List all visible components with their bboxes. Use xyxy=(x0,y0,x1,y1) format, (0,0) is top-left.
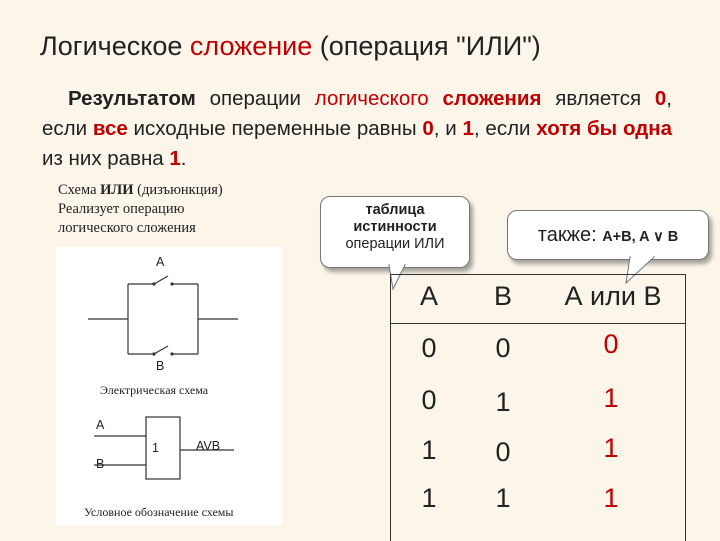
caption-line2: Реализует операцию xyxy=(58,201,185,217)
title-part2: (операция "ИЛИ") xyxy=(312,31,541,61)
table-cell: 1 xyxy=(495,387,511,417)
scheme-caption xyxy=(58,181,288,238)
gate-input-a-label: A xyxy=(96,418,105,432)
caption-line3: логического сложения xyxy=(58,220,196,236)
def-text: , если xyxy=(42,87,672,140)
switch-b-label: B xyxy=(156,359,165,373)
title-highlight: сложение xyxy=(189,31,313,61)
table-cell: 0 xyxy=(495,333,511,363)
header-a: A xyxy=(419,281,438,311)
table-cell: 0 xyxy=(421,333,437,363)
table-cell: 1 xyxy=(495,483,511,513)
def-one: 1 xyxy=(169,147,181,170)
notation-prefix: также: xyxy=(537,224,603,246)
def-text: является xyxy=(541,87,655,110)
def-text: , если xyxy=(473,117,537,140)
table-result-cell: 1 xyxy=(603,483,619,513)
def-result-word: Результатом xyxy=(68,87,196,110)
truth-table xyxy=(390,274,686,541)
or-circuit-diagram xyxy=(56,247,282,525)
callout-line3: операции ИЛИ xyxy=(345,236,445,252)
def-text: исходные переменные равны xyxy=(127,117,423,140)
def-text: . xyxy=(180,147,187,170)
def-logical: логического xyxy=(314,87,429,110)
header-b: B xyxy=(493,281,512,311)
table-cell: 1 xyxy=(421,483,437,513)
def-text: из них равна xyxy=(42,147,170,170)
gate-label: 1 xyxy=(152,441,159,455)
def-at-least-one: хотя бы одна xyxy=(536,117,673,140)
table-result-cell: 1 xyxy=(603,433,619,463)
gate-input-b-label: B xyxy=(96,457,105,471)
def-all: все xyxy=(92,117,128,140)
table-cell: 0 xyxy=(421,385,437,415)
def-text xyxy=(429,87,443,110)
table-result-cell: 1 xyxy=(603,383,619,413)
notation-callout xyxy=(507,210,709,260)
header-a-or-b: А или В xyxy=(564,281,662,311)
definition-paragraph xyxy=(42,84,672,174)
table-result-cell: 0 xyxy=(603,329,619,359)
switch-a-label: A xyxy=(156,255,165,269)
notation-formula: A+B, A ∨ B xyxy=(602,229,679,245)
electric-scheme-caption: Электрическая схема xyxy=(100,383,209,397)
def-one: 1 xyxy=(462,117,474,140)
def-addition: сложения xyxy=(442,87,542,110)
title-part1: Логическое xyxy=(40,31,190,61)
table-cell: 0 xyxy=(495,437,511,467)
truth-table-header-divider xyxy=(391,323,685,324)
def-zero: 0 xyxy=(422,117,434,140)
table-cell: 1 xyxy=(421,435,437,465)
def-text: операции xyxy=(195,87,315,110)
truth-table-callout xyxy=(320,196,470,268)
slide-title xyxy=(40,28,700,64)
def-zero: 0 xyxy=(654,87,667,110)
gate-output-label: AVB xyxy=(196,439,221,453)
callout-line2: истинности xyxy=(353,219,437,235)
callout-line1: таблица xyxy=(365,202,425,218)
caption-text: (дизъюнкция) xyxy=(133,182,223,198)
symbol-caption: Условное обозначение схемы xyxy=(84,505,234,519)
def-text: , и xyxy=(433,117,463,140)
caption-text: Схема xyxy=(58,182,101,198)
caption-or: ИЛИ xyxy=(100,182,134,198)
